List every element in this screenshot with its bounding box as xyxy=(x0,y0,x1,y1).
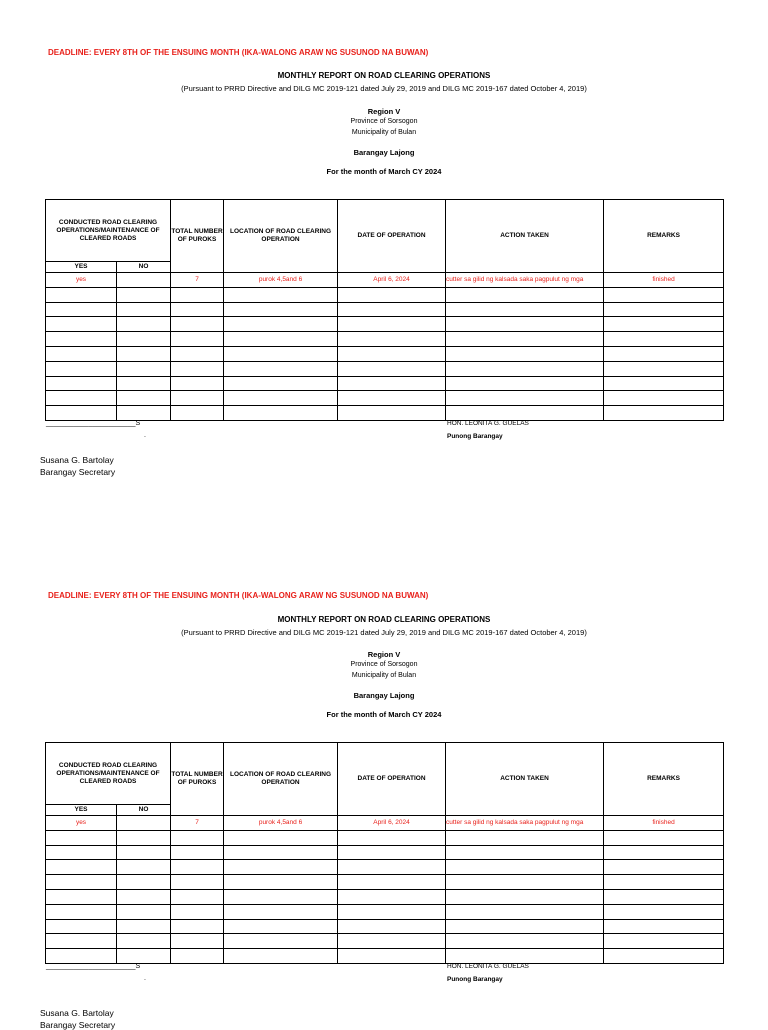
report-period: For the month of March CY 2024 xyxy=(326,710,442,719)
table-row xyxy=(46,346,724,361)
col-action-header: ACTION TAKEN xyxy=(446,200,604,273)
cell-yes: yes xyxy=(46,273,117,288)
pursuant-note: (Pursuant to PRRD Directive and DILG MC 2019-121 dated July 29, 2019 and DILG MC 2019-167 dated October 4, 2019) xyxy=(181,84,587,93)
col-action-header: ACTION TAKEN xyxy=(446,743,604,816)
table-row xyxy=(46,860,724,875)
cell-remarks: finished xyxy=(604,273,724,288)
table-row xyxy=(46,406,724,421)
table-row xyxy=(46,816,724,831)
secretary-name: Susana G. Bartolay xyxy=(40,455,114,465)
cell-action: cutter sa gilid ng kalsada saka pagpulut ng mga xyxy=(446,273,604,288)
cell-no xyxy=(117,816,171,831)
road-clearing-table xyxy=(45,742,724,964)
table-row xyxy=(46,332,724,347)
report-1 xyxy=(0,48,768,548)
municipality: Municipality of Bulan xyxy=(351,672,417,679)
signature-line: _______________________S xyxy=(46,963,141,970)
col-conducted-header: CONDUCTED ROAD CLEARING OPERATIONS/MAINTENANCE OF CLEARED ROADS xyxy=(46,200,171,262)
region: Region V xyxy=(367,107,401,116)
cell-puroks: 7 xyxy=(171,273,224,288)
col-remarks-header: REMARKS xyxy=(604,200,724,273)
secretary-name: Susana G. Bartolay xyxy=(40,1008,114,1018)
barangay: Barangay Lajong xyxy=(353,691,415,700)
deadline-note: DEADLINE: EVERY 8TH OF THE ENSUING MONTH (IKA-WALONG ARAW NG SUSUNOD NA BUWAN) xyxy=(48,591,429,600)
official-title: Punong Barangay xyxy=(447,976,503,983)
cell-action: cutter sa gilid ng kalsada saka pagpulut ng mga xyxy=(446,816,604,831)
cell-puroks: 7 xyxy=(171,816,224,831)
province: Province of Sorsogon xyxy=(350,661,418,668)
col-date-header: DATE OF OPERATION xyxy=(338,200,446,273)
table-row xyxy=(46,317,724,332)
official-name: HON. LEONITA G. GUELAS xyxy=(447,963,529,970)
col-location-header: LOCATION OF ROAD CLEARING OPERATION xyxy=(224,743,338,816)
region: Region V xyxy=(367,650,401,659)
table-row xyxy=(46,934,724,949)
table-row xyxy=(46,875,724,890)
cell-date: April 6, 2024 xyxy=(338,816,446,831)
road-clearing-table xyxy=(45,199,724,421)
cell-location: purok 4,5and 6 xyxy=(224,816,338,831)
report-period: For the month of March CY 2024 xyxy=(326,167,442,176)
pursuant-note: (Pursuant to PRRD Directive and DILG MC 2019-121 dated July 29, 2019 and DILG MC 2019-167 dated October 4, 2019) xyxy=(181,628,587,637)
report-title: MONTHLY REPORT ON ROAD CLEARING OPERATIONS xyxy=(277,615,491,624)
cell-remarks: finished xyxy=(604,816,724,831)
empty-rows xyxy=(46,287,724,420)
barangay: Barangay Lajong xyxy=(353,148,415,157)
table-row xyxy=(46,830,724,845)
table-row xyxy=(46,361,724,376)
deadline-note: DEADLINE: EVERY 8TH OF THE ENSUING MONTH (IKA-WALONG ARAW NG SUSUNOD NA BUWAN) xyxy=(48,48,429,57)
col-yes-header: YES xyxy=(46,262,117,273)
cell-no xyxy=(117,273,171,288)
cell-date: April 6, 2024 xyxy=(338,273,446,288)
col-no-header: NO xyxy=(117,805,171,816)
table-row xyxy=(46,889,724,904)
col-puroks-header: TOTAL NUMBER OF PUROKS xyxy=(171,743,224,816)
table-row xyxy=(46,376,724,391)
col-yes-header: YES xyxy=(46,805,117,816)
col-conducted-header: CONDUCTED ROAD CLEARING OPERATIONS/MAINTENANCE OF CLEARED ROADS xyxy=(46,743,171,805)
table-row xyxy=(46,287,724,302)
official-title: Punong Barangay xyxy=(447,433,503,440)
table-row xyxy=(46,949,724,964)
municipality: Municipality of Bulan xyxy=(351,129,417,136)
empty-rows xyxy=(46,830,724,963)
table-row xyxy=(46,391,724,406)
signature-line: _______________________S xyxy=(46,420,141,427)
table-row xyxy=(46,845,724,860)
secretary-title: Barangay Secretary xyxy=(40,1020,116,1030)
table-row xyxy=(46,904,724,919)
col-no-header: NO xyxy=(117,262,171,273)
col-remarks-header: REMARKS xyxy=(604,743,724,816)
col-puroks-header: TOTAL NUMBER OF PUROKS xyxy=(171,200,224,273)
table-row xyxy=(46,919,724,934)
secretary-title: Barangay Secretary xyxy=(40,467,116,477)
table-row xyxy=(46,273,724,288)
signature-dot: . xyxy=(144,432,146,439)
table-row xyxy=(46,302,724,317)
province: Province of Sorsogon xyxy=(350,118,418,125)
cell-yes: yes xyxy=(46,816,117,831)
official-name: HON. LEONITA G. GUELAS xyxy=(447,420,529,427)
signature-dot: . xyxy=(144,975,146,982)
report-title: MONTHLY REPORT ON ROAD CLEARING OPERATIONS xyxy=(277,71,491,80)
report-2 xyxy=(0,591,768,1030)
cell-location: purok 4,5and 6 xyxy=(224,273,338,288)
col-date-header: DATE OF OPERATION xyxy=(338,743,446,816)
col-location-header: LOCATION OF ROAD CLEARING OPERATION xyxy=(224,200,338,273)
